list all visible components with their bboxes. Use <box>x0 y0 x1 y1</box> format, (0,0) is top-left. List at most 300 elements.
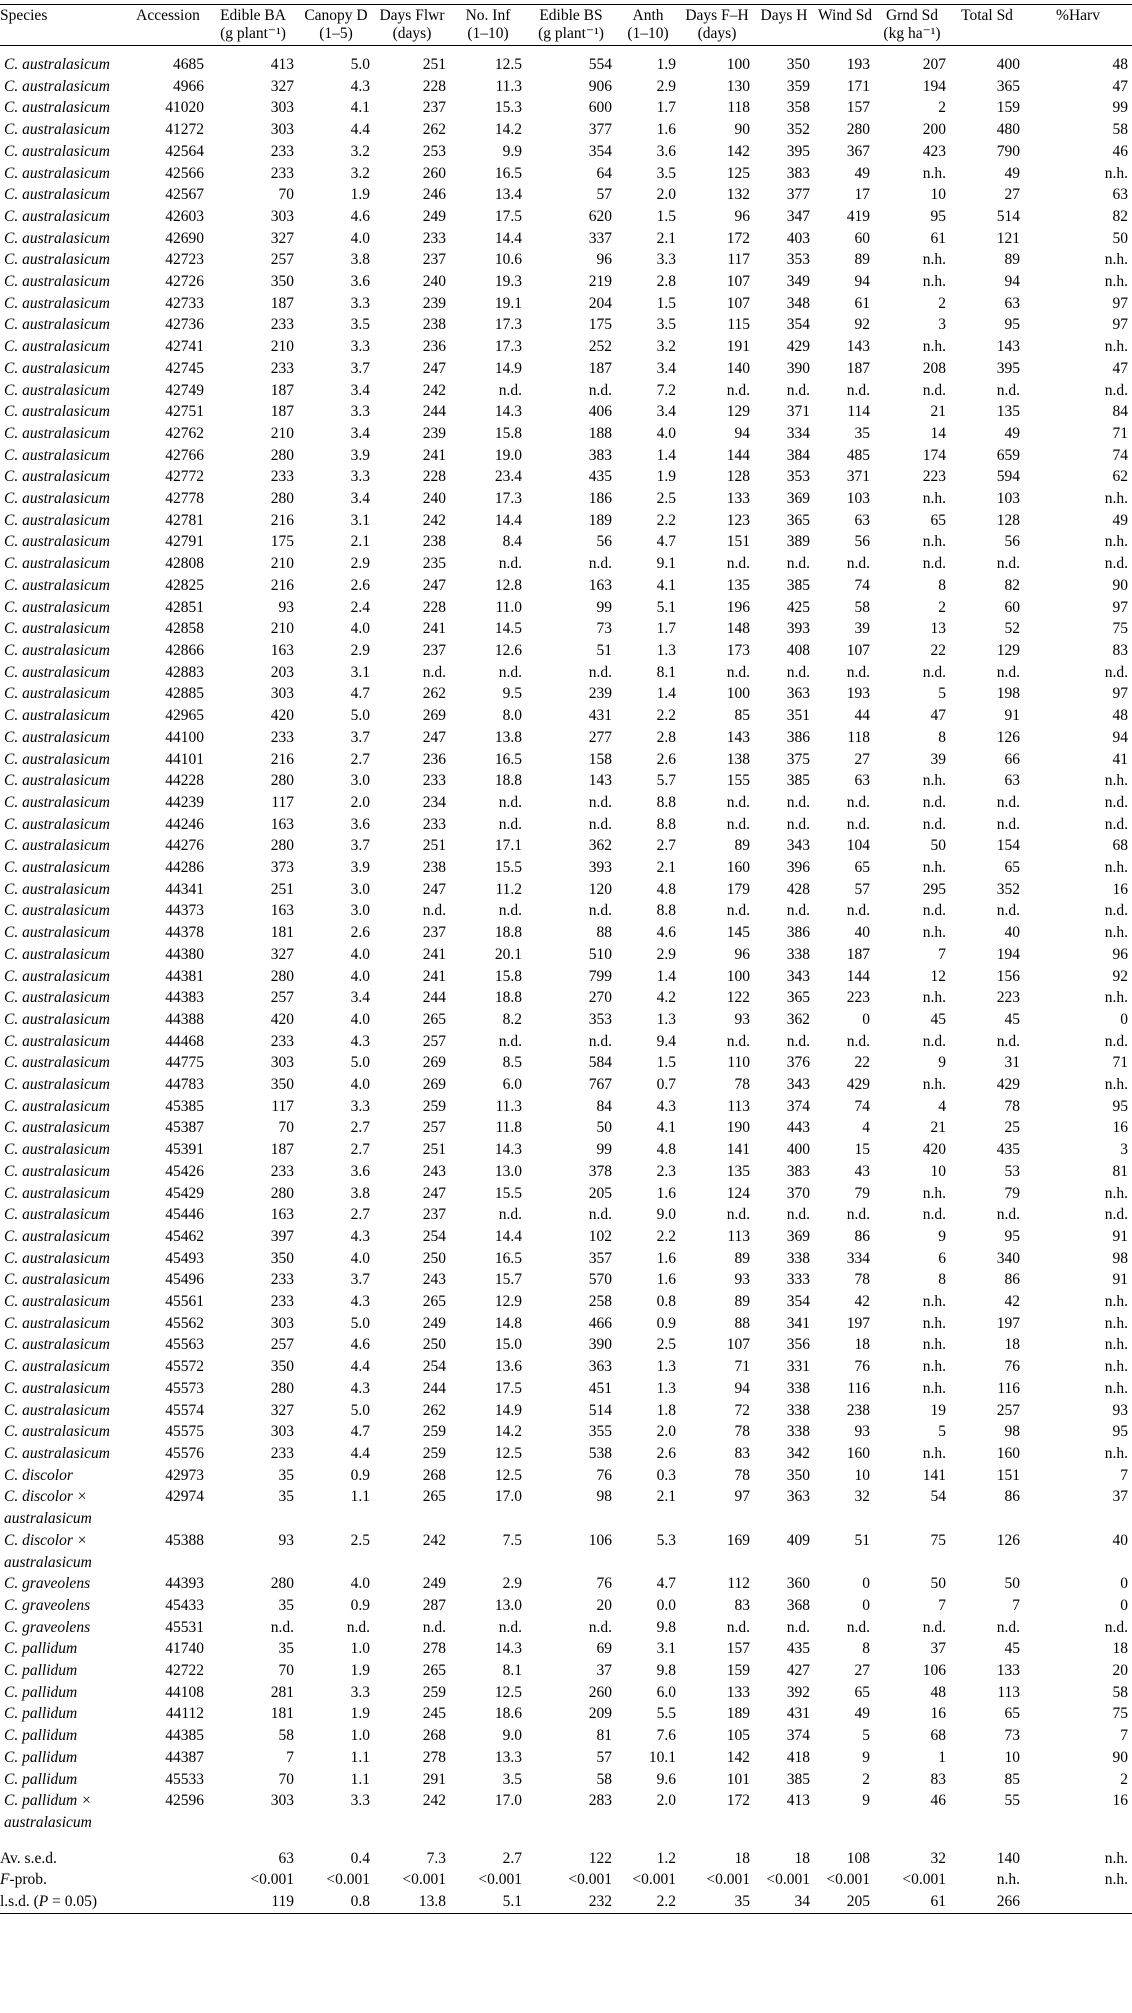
value-cell: 12.5 <box>494 1683 522 1701</box>
value-cell: 390 <box>588 1336 612 1354</box>
species-cell: C. pallidum <box>4 1727 78 1745</box>
species-cell: C. australasicum <box>4 1249 110 1267</box>
value-cell: n.h. <box>922 1336 946 1354</box>
value-cell: 2.6 <box>656 1445 676 1462</box>
value-cell: 400 <box>996 56 1020 73</box>
value-cell: 21 <box>930 1119 946 1137</box>
value-cell: 187 <box>588 359 612 377</box>
value-cell: 5.7 <box>656 772 676 790</box>
accession-cell: 45446 <box>165 1206 204 1224</box>
value-cell: 1.5 <box>656 1054 676 1072</box>
value-cell: 110 <box>727 1054 750 1072</box>
value-cell: 16 <box>1112 1792 1128 1810</box>
accession-cell: 44385 <box>165 1727 204 1745</box>
accession-cell: 42973 <box>165 1466 204 1484</box>
column-header <box>754 5 814 46</box>
value-cell: 5.0 <box>350 1401 370 1419</box>
species-cell: C. australasicum <box>4 1054 110 1072</box>
column-title: Wind Sd <box>818 7 873 24</box>
value-cell: 258 <box>588 1293 612 1311</box>
value-cell: 367 <box>846 142 870 160</box>
value-cell: 50 <box>1004 1575 1020 1593</box>
species-cell: C. australasicum <box>4 56 110 73</box>
value-cell: 100 <box>726 56 750 73</box>
value-cell: 1.6 <box>656 121 676 139</box>
column-unit: (1–10) <box>467 25 509 42</box>
value-cell: 8.1 <box>656 663 676 681</box>
accession-cell: 44783 <box>165 1076 204 1094</box>
value-cell: 51 <box>596 641 612 659</box>
value-cell: 2.2 <box>656 707 676 725</box>
summary-value <box>128 1869 208 1891</box>
value-cell: 101 <box>726 1770 750 1788</box>
value-cell: 241 <box>422 945 446 963</box>
value-cell: 175 <box>270 533 294 551</box>
value-cell: 49 <box>854 1705 870 1723</box>
value-cell: 63 <box>1004 294 1020 312</box>
table-row <box>0 1031 1132 1053</box>
table-row <box>0 618 1132 640</box>
value-cell: 3.6 <box>656 142 676 160</box>
table-row <box>0 553 1132 575</box>
value-cell: 265 <box>422 1293 446 1311</box>
value-cell: 20 <box>1112 1662 1128 1680</box>
value-cell: n.d. <box>846 815 870 833</box>
value-cell: n.d. <box>846 1618 870 1636</box>
value-cell: n.h. <box>1104 338 1128 356</box>
value-cell: 105 <box>726 1727 750 1745</box>
summary-value: 266 <box>950 1891 1024 1913</box>
value-cell: n.d. <box>922 1032 946 1050</box>
value-cell: 4.7 <box>350 1423 370 1441</box>
value-cell: 25 <box>1004 1119 1020 1137</box>
value-cell: 17.0 <box>494 1488 522 1506</box>
value-cell: 18 <box>854 1336 870 1354</box>
species-cell: C. discolor × australasicum <box>4 1488 92 1528</box>
value-cell: n.d. <box>422 1618 446 1636</box>
value-cell: n.d. <box>996 815 1020 833</box>
value-cell: 8 <box>938 576 946 594</box>
species-cell: C. australasicum <box>4 967 110 985</box>
value-cell: 35 <box>278 1596 294 1614</box>
table-row <box>0 1400 1132 1422</box>
value-cell: 0.0 <box>656 1596 676 1614</box>
column-header <box>0 5 128 46</box>
value-cell: 55 <box>1004 1792 1020 1810</box>
value-cell: 107 <box>846 641 870 659</box>
value-cell: 239 <box>422 294 446 312</box>
value-cell: n.d. <box>498 815 522 833</box>
value-cell: 4.1 <box>656 576 676 594</box>
value-cell: 194 <box>996 945 1020 963</box>
value-cell: 3.2 <box>350 164 370 182</box>
column-header <box>298 5 374 46</box>
table-row <box>0 1465 1132 1487</box>
value-cell: 95 <box>1112 1097 1128 1115</box>
value-cell: 92 <box>854 316 870 334</box>
value-cell: 252 <box>588 338 612 356</box>
value-cell: 2.5 <box>656 490 676 508</box>
value-cell: 8.1 <box>502 1662 522 1680</box>
species-cell: C. australasicum <box>4 229 110 247</box>
table-row <box>0 97 1132 119</box>
value-cell: 91 <box>1112 1271 1128 1289</box>
value-cell: 295 <box>922 880 946 898</box>
value-cell: 395 <box>786 142 810 160</box>
value-cell: 5.0 <box>350 1314 370 1332</box>
value-cell: 159 <box>996 99 1020 117</box>
value-cell: 3.5 <box>350 316 370 334</box>
value-cell: 14.5 <box>494 620 522 638</box>
value-cell: 371 <box>786 403 810 421</box>
value-cell: 350 <box>270 1249 294 1267</box>
value-cell: 56 <box>854 533 870 551</box>
value-cell: 7.6 <box>656 1727 676 1745</box>
value-cell: 96 <box>734 945 750 963</box>
value-cell: 4.1 <box>656 1119 676 1137</box>
species-cell: C. pallidum <box>4 1662 78 1680</box>
species-cell: C. australasicum <box>4 511 110 529</box>
value-cell: 2.9 <box>656 945 676 963</box>
summary-value <box>128 1834 208 1870</box>
value-cell: 16.5 <box>494 1249 522 1267</box>
value-cell: 303 <box>270 1054 294 1072</box>
value-cell: 141 <box>922 1466 946 1484</box>
value-cell: 600 <box>588 99 612 117</box>
value-cell: 187 <box>846 359 870 377</box>
value-cell: 154 <box>996 837 1020 855</box>
value-cell: 62 <box>1112 468 1128 486</box>
value-cell: 431 <box>588 707 612 725</box>
table-row <box>0 1530 1132 1573</box>
species-cell: C. australasicum <box>4 880 110 898</box>
summary-value: <0.001 <box>706 1871 750 1889</box>
value-cell: 280 <box>270 967 294 985</box>
value-cell: 348 <box>786 294 810 312</box>
value-cell: n.d. <box>922 793 946 811</box>
value-cell: 75 <box>1112 620 1128 638</box>
table-row <box>0 184 1132 206</box>
accession-cell: 45426 <box>165 1162 204 1180</box>
value-cell: n.d. <box>498 902 522 920</box>
value-cell: 89 <box>854 251 870 269</box>
value-cell: n.h. <box>1104 1314 1128 1332</box>
value-cell: 2.1 <box>350 533 370 551</box>
value-cell: 223 <box>922 468 946 486</box>
column-unit: (g plant⁻¹) <box>220 25 286 42</box>
value-cell: 250 <box>422 1249 446 1267</box>
value-cell: 257 <box>996 1401 1020 1419</box>
value-cell: 375 <box>786 750 810 768</box>
value-cell: n.d. <box>846 1206 870 1224</box>
value-cell: n.d. <box>786 555 810 573</box>
table-row <box>0 1378 1132 1400</box>
table-row <box>0 1117 1132 1139</box>
value-cell: 102 <box>588 1227 612 1245</box>
column-header <box>450 5 526 46</box>
value-cell: 7 <box>938 945 946 963</box>
value-cell: 409 <box>786 1531 810 1549</box>
table-row <box>0 531 1132 553</box>
value-cell: 46 <box>1112 142 1128 160</box>
value-cell: 1.7 <box>656 99 676 117</box>
table-row <box>0 1769 1132 1791</box>
table-row <box>0 1183 1132 1205</box>
value-cell: 237 <box>422 924 446 942</box>
value-cell: 1 <box>938 1748 946 1766</box>
value-cell: 2.0 <box>656 1792 676 1810</box>
value-cell: 197 <box>846 1314 870 1332</box>
value-cell: 17.0 <box>494 1792 522 1810</box>
value-cell: 343 <box>786 1076 810 1094</box>
value-cell: 242 <box>422 511 446 529</box>
value-cell: 259 <box>422 1445 446 1462</box>
value-cell: 9.4 <box>656 1032 676 1050</box>
summary-value: 7.3 <box>426 1849 446 1867</box>
value-cell: 338 <box>786 1423 810 1441</box>
value-cell: 8.8 <box>656 902 676 920</box>
species-cell: C. australasicum <box>4 468 110 486</box>
value-cell: 15 <box>854 1141 870 1159</box>
value-cell: n.d. <box>726 902 750 920</box>
value-cell: 21 <box>930 403 946 421</box>
value-cell: 113 <box>997 1683 1020 1701</box>
accession-cell: 45562 <box>165 1314 204 1332</box>
species-cell: C. australasicum <box>4 338 110 356</box>
value-cell: 4.3 <box>350 1379 370 1397</box>
species-cell: C. australasicum <box>4 663 110 681</box>
value-cell: 57 <box>596 1748 612 1766</box>
value-cell: 181 <box>270 1705 294 1723</box>
species-cell: C. australasicum <box>4 1445 110 1462</box>
accession-cell: 45574 <box>165 1401 204 1419</box>
table-header-row <box>0 5 1132 46</box>
value-cell: 259 <box>422 1683 446 1701</box>
value-cell: 72 <box>734 1401 750 1419</box>
value-cell: 368 <box>786 1596 810 1614</box>
accession-cell: 44373 <box>165 902 204 920</box>
value-cell: n.d. <box>588 1206 612 1224</box>
value-cell: 5.1 <box>656 598 676 616</box>
value-cell: 216 <box>270 750 294 768</box>
value-cell: n.h. <box>922 1076 946 1094</box>
value-cell: 18.8 <box>494 989 522 1007</box>
value-cell: 76 <box>596 1466 612 1484</box>
value-cell: 129 <box>996 641 1020 659</box>
summary-value: 205 <box>814 1891 874 1913</box>
summary-value: <0.001 <box>902 1871 946 1889</box>
accession-cell: 44276 <box>165 837 204 855</box>
value-cell: 12.5 <box>494 1445 522 1462</box>
value-cell: 143 <box>726 728 750 746</box>
summary-value: 140 <box>996 1849 1020 1867</box>
value-cell: 97 <box>1112 685 1128 703</box>
value-cell: 257 <box>422 1032 446 1050</box>
value-cell: 39 <box>930 750 946 768</box>
value-cell: 480 <box>996 121 1020 139</box>
value-cell: 327 <box>270 1401 294 1419</box>
value-cell: 12.9 <box>494 1293 522 1311</box>
value-cell: 349 <box>786 273 810 291</box>
value-cell: 17 <box>854 186 870 204</box>
summary-value: 61 <box>874 1891 950 1913</box>
value-cell: 395 <box>996 359 1020 377</box>
value-cell: 3.7 <box>350 1271 370 1289</box>
value-cell: 133 <box>726 490 750 508</box>
column-unit: (1–10) <box>627 25 669 42</box>
value-cell: 383 <box>588 446 612 464</box>
value-cell: 2.9 <box>350 555 370 573</box>
value-cell: 86 <box>1004 1271 1020 1289</box>
value-cell: n.d. <box>922 381 946 399</box>
value-cell: 42 <box>854 1293 870 1311</box>
value-cell: 251 <box>422 837 446 855</box>
value-cell: 135 <box>996 403 1020 421</box>
value-cell: n.d. <box>498 793 522 811</box>
value-cell: 4.7 <box>656 533 676 551</box>
value-cell: 120 <box>588 880 612 898</box>
value-cell: 2.5 <box>656 1336 676 1354</box>
value-cell: 18 <box>1004 1336 1020 1354</box>
column-header <box>208 5 298 46</box>
value-cell: 347 <box>786 207 810 225</box>
value-cell: n.h. <box>1104 1358 1128 1376</box>
value-cell: 451 <box>588 1379 612 1397</box>
value-cell: 269 <box>422 1076 446 1094</box>
value-cell: n.d. <box>498 1206 522 1224</box>
species-cell: C. australasicum <box>4 1227 110 1245</box>
value-cell: 63 <box>1004 772 1020 790</box>
value-cell: 237 <box>422 99 446 117</box>
column-title: Canopy D <box>304 7 368 24</box>
value-cell: 3.2 <box>350 142 370 160</box>
value-cell: n.d. <box>726 555 750 573</box>
value-cell: 172 <box>726 229 750 247</box>
value-cell: 15.3 <box>494 99 522 117</box>
value-cell: 74 <box>854 1097 870 1115</box>
species-cell: C. australasicum <box>4 641 110 659</box>
value-cell: 58 <box>1112 1683 1128 1701</box>
value-cell: 93 <box>734 1010 750 1028</box>
value-cell: 83 <box>930 1770 946 1788</box>
value-cell: 83 <box>734 1445 750 1462</box>
value-cell: 3.1 <box>656 1640 676 1658</box>
value-cell: 1.9 <box>350 1662 370 1680</box>
summary-value: <0.001 <box>478 1871 522 1889</box>
value-cell: 262 <box>422 121 446 139</box>
species-cell: C. australasicum <box>4 1358 110 1376</box>
value-cell: 1.4 <box>656 967 676 985</box>
value-cell: 208 <box>922 359 946 377</box>
value-cell: 193 <box>846 56 870 73</box>
value-cell: n.d. <box>422 663 446 681</box>
value-cell: 187 <box>270 294 294 312</box>
table-row <box>0 380 1132 402</box>
value-cell: 10.6 <box>494 251 522 269</box>
value-cell: 435 <box>786 1640 810 1658</box>
species-cell: C. australasicum <box>4 793 110 811</box>
value-cell: 117 <box>271 793 294 811</box>
value-cell: 365 <box>996 77 1020 95</box>
value-cell: 7 <box>938 1596 946 1614</box>
value-cell: 8 <box>862 1640 870 1658</box>
species-cell: C. australasicum <box>4 1314 110 1332</box>
value-cell: 37 <box>930 1640 946 1658</box>
value-cell: 75 <box>1112 1705 1128 1723</box>
value-cell: n.h. <box>922 1379 946 1397</box>
value-cell: 4.0 <box>350 620 370 638</box>
accession-cell: 44378 <box>165 924 204 942</box>
column-title: %Harv <box>1056 7 1100 24</box>
accession-cell: 42974 <box>165 1488 204 1506</box>
value-cell: 98 <box>596 1488 612 1506</box>
value-cell: 1.6 <box>656 1249 676 1267</box>
value-cell: 3.8 <box>350 251 370 269</box>
summary-value: n.h. <box>996 1871 1020 1889</box>
accession-cell: 44239 <box>165 793 204 811</box>
value-cell: 210 <box>270 338 294 356</box>
value-cell: 435 <box>588 468 612 486</box>
value-cell: 7.5 <box>502 1531 522 1549</box>
value-cell: 9.6 <box>656 1770 676 1788</box>
value-cell: 233 <box>270 728 294 746</box>
table-row <box>0 1052 1132 1074</box>
value-cell: 8 <box>938 728 946 746</box>
value-cell: 123 <box>726 511 750 529</box>
value-cell: 350 <box>270 1076 294 1094</box>
value-cell: n.h. <box>922 859 946 877</box>
value-cell: 3.5 <box>502 1770 522 1788</box>
value-cell: n.h. <box>922 772 946 790</box>
value-cell: 247 <box>422 880 446 898</box>
value-cell: 233 <box>270 1162 294 1180</box>
value-cell: 514 <box>588 1401 612 1419</box>
value-cell: n.d. <box>922 902 946 920</box>
value-cell: 429 <box>846 1076 870 1094</box>
value-cell: n.h. <box>1104 1293 1128 1311</box>
value-cell: 3.1 <box>350 511 370 529</box>
value-cell: 431 <box>786 1705 810 1723</box>
value-cell: 73 <box>596 620 612 638</box>
value-cell: 3.6 <box>350 273 370 291</box>
value-cell: 3.9 <box>350 859 370 877</box>
value-cell: 169 <box>726 1531 750 1549</box>
value-cell: 205 <box>588 1184 612 1202</box>
value-cell: 122 <box>726 989 750 1007</box>
value-cell: 128 <box>726 468 750 486</box>
value-cell: 403 <box>786 229 810 247</box>
value-cell: 100 <box>726 685 750 703</box>
value-cell: n.d. <box>786 1032 810 1050</box>
value-cell: 133 <box>996 1662 1020 1680</box>
value-cell: 90 <box>734 121 750 139</box>
value-cell: 397 <box>270 1227 294 1245</box>
value-cell: 96 <box>734 207 750 225</box>
value-cell: 251 <box>422 1141 446 1159</box>
value-cell: 327 <box>270 77 294 95</box>
value-cell: 265 <box>422 1010 446 1028</box>
value-cell: 159 <box>726 1662 750 1680</box>
value-cell: 13.0 <box>494 1162 522 1180</box>
value-cell: n.d. <box>588 793 612 811</box>
value-cell: 2.6 <box>350 924 370 942</box>
value-cell: 243 <box>422 1271 446 1289</box>
value-cell: 18.6 <box>494 1705 522 1723</box>
value-cell: 2.1 <box>656 1488 676 1506</box>
summary-value: <0.001 <box>250 1871 294 1889</box>
value-cell: 2.9 <box>502 1575 522 1593</box>
value-cell: 69 <box>596 1640 612 1658</box>
